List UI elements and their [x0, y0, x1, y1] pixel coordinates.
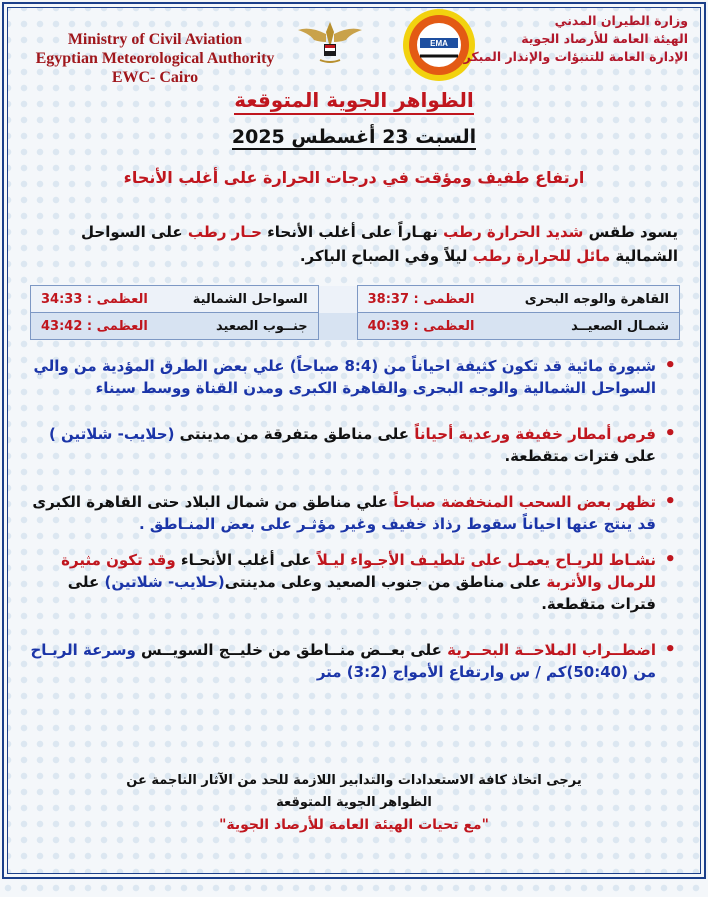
- bulletin-date: السبت 23 أغسطس 2025: [231, 126, 477, 148]
- sea-text-3: وسرعة الريـاح من (50:40)كم / س وارتفاع الأمواج (3:2) متر: [30, 641, 656, 681]
- header-en-line-3: EWC- Cairo: [111, 69, 199, 86]
- list-item: [28, 549, 678, 615]
- header-ar-line-2: الهيئة العامة للأرصاد الجوية: [521, 31, 688, 46]
- wind-text-1: نشـاط للريـاح يعمـل على تلطيـف الأجـواء ليـلاً: [316, 551, 656, 569]
- temp-value: 34:33: [41, 291, 83, 307]
- table-row: [31, 313, 680, 340]
- temp-cell: [31, 313, 319, 340]
- max-label: العظمى :: [86, 291, 148, 307]
- footer: [0, 770, 708, 836]
- intro-text-5: على السواحل الشمالية: [81, 223, 678, 265]
- wind-text-6: على فترات متقطعة.: [67, 573, 656, 613]
- rain-text-1: فرص أمطار خفيفة ورعدية أحياناً: [414, 425, 656, 443]
- header-english: [30, 30, 280, 87]
- footer-line-2: الظواهر الجوية المتوقعة: [276, 795, 432, 810]
- temp-value: 40:39: [367, 318, 410, 334]
- temp-value: 38:37: [367, 291, 410, 307]
- clouds-text-3: قد ينتج عنها احياناً سقوط رذاذ خفيف وغير مؤثـر على بعض المنـاطق .: [139, 515, 656, 533]
- footer-signature: "مع تحيات الهيئة العامة للأرصاد الجوية": [219, 817, 489, 833]
- region-name: جنــوب الصعيد: [216, 318, 308, 334]
- header-arabic: [448, 12, 688, 66]
- intro-text-2: شديد الحرارة رطب: [443, 223, 584, 241]
- region-name: شمـال الصعيــد: [571, 318, 669, 334]
- intro-text-1: يسود طقس: [583, 223, 678, 241]
- list-item: [28, 639, 678, 683]
- clouds-text-1: تظهر بعض السحب المنخفضة صباحاً: [393, 493, 656, 511]
- temp-cell: [357, 286, 679, 313]
- temp-cell: [31, 286, 319, 313]
- intro-text-6: مائل للحرارة رطب: [472, 247, 611, 265]
- ministry-eagle-logo: [296, 18, 364, 70]
- temperature-table: [30, 285, 680, 340]
- clouds-text-2: علي مناطق من شمال البلاد حتى القاهرة الكبرى: [32, 493, 394, 511]
- temp-cell: [357, 313, 679, 340]
- rain-text-4: على فترات متقطعة.: [504, 447, 656, 465]
- header-en-line-2: Egyptian Meteorological Authority: [35, 50, 275, 67]
- headline: ارتفاع طفيف ومؤقت في درجات الحرارة على أغلب الأنحاء: [123, 168, 585, 187]
- wind-text-3: وقد تكون مثيرة للرمال والأتربة: [61, 551, 656, 591]
- sea-text-1: اضطــراب الملاحــة البحــرية: [447, 641, 656, 659]
- table-row: [31, 286, 680, 313]
- list-item: [28, 355, 678, 399]
- table-gap: [318, 313, 357, 340]
- phenomena-list: [28, 355, 678, 707]
- footer-line-1: يرجى اتخاذ كافة الاستعدادات والتدابير اللازمة للحد من الآثار الناجمة عن: [126, 773, 582, 788]
- max-label: العظمى :: [86, 318, 148, 334]
- intro-text-7: ليلاً وفي الصباح الباكر.: [299, 247, 473, 265]
- list-item: [28, 491, 678, 535]
- intro-text-3: نهـاراً على أغلب الأنحاء: [261, 223, 444, 241]
- rain-text-2: على مناطق متفرقة من مدينتى: [174, 425, 415, 443]
- sea-text-2: على بعــض منــاطق من خليــج السويــس: [135, 641, 448, 659]
- intro-paragraph: [30, 220, 678, 268]
- page-title: الظواهر الجوية المتوقعة: [234, 88, 473, 115]
- header-ar-line-1: وزارة الطيران المدني: [554, 13, 688, 28]
- ema-logo-text: EMA: [430, 39, 448, 48]
- max-label: العظمى :: [413, 291, 475, 307]
- wind-text-4: على مناطق من جنوب الصعيد وعلى مدينتى: [224, 573, 547, 591]
- max-label: العظمى :: [413, 318, 475, 334]
- list-item: [28, 423, 678, 467]
- header-ar-line-3: الإدارة العامة للتنبؤات والإنذار المبكر: [463, 49, 688, 64]
- table-gap: [318, 286, 357, 313]
- wind-text-5: (حلايب- شلاتين): [104, 573, 225, 591]
- temp-value: 43:42: [41, 318, 83, 334]
- rain-text-3: (حلايب- شلاتين ): [48, 425, 175, 443]
- fog-text: شبورة مائية قد تكون كثيفة احياناً من (8:4 صباحاً) علي بعض الطرق المؤدية من والي السواحل الشمالية والوجه البحرى والقاهرة الكبرى ومدن القناة ووسط سيناء: [33, 357, 656, 397]
- wind-text-2: على أغلب الأنحـاء: [175, 551, 317, 569]
- header-en-line-1: Ministry of Civil Aviation: [67, 31, 243, 48]
- region-name: القاهرة والوجه البحرى: [524, 291, 669, 307]
- region-name: السواحل الشمالية: [192, 291, 308, 307]
- intro-text-4: حـار رطب: [187, 223, 262, 241]
